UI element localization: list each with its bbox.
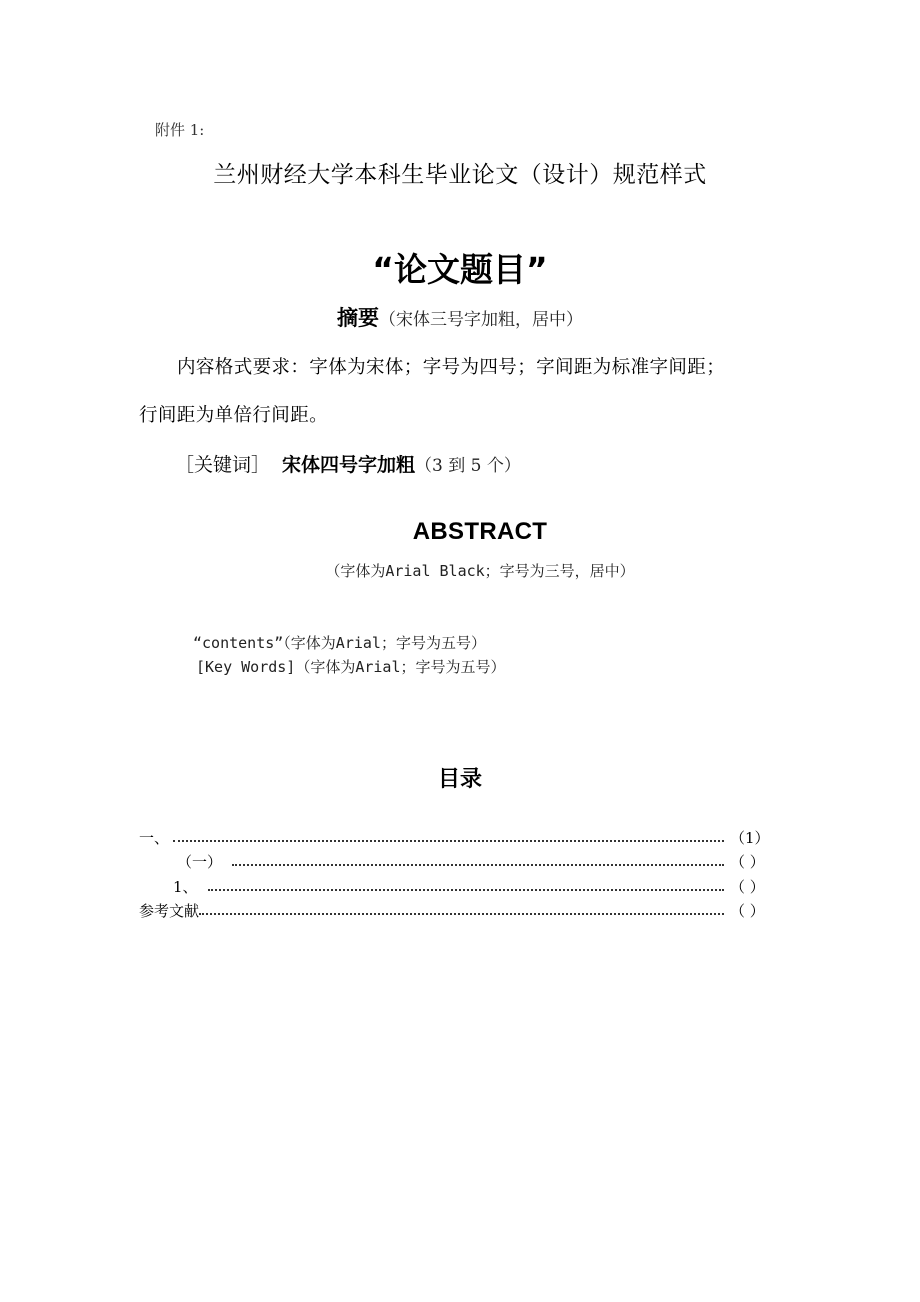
toc-entry-label: 一、 bbox=[139, 828, 170, 847]
document-title: 兰州财经大学本科生毕业论文（设计）规范样式 bbox=[213, 162, 707, 188]
keywords-line bbox=[175, 450, 521, 477]
keywords-label: ［关键词］ bbox=[175, 454, 271, 476]
english-abstract-heading: ABSTRACT bbox=[412, 518, 548, 545]
toc-entry bbox=[139, 823, 770, 848]
toc-entry-page: （ ） bbox=[730, 853, 765, 871]
keywords-bold-text: 宋体四号字加粗 bbox=[282, 454, 416, 476]
toc-leader-dots bbox=[208, 889, 724, 891]
toc-entry bbox=[139, 848, 765, 873]
attachment-label: 附件 1: bbox=[155, 121, 205, 139]
toc-entry bbox=[139, 897, 765, 922]
abstract-body-line-2: 行间距为单倍行间距。 bbox=[139, 405, 329, 426]
toc-entry-page: （ ） bbox=[730, 902, 765, 920]
toc-leader-dots bbox=[232, 864, 724, 866]
toc-heading: 目录 bbox=[437, 767, 482, 792]
toc-leader-dots bbox=[199, 913, 724, 915]
abstract-heading-label: 摘要 bbox=[337, 306, 379, 330]
toc-entry-label: （一） bbox=[177, 853, 223, 871]
toc-entry-page: （ ） bbox=[730, 877, 765, 896]
toc-entry-label: 参考文献 bbox=[139, 902, 200, 920]
toc-leader-dots bbox=[173, 840, 724, 842]
toc-entry bbox=[139, 872, 765, 897]
contents-format-note: “contents”（字体为Arial；字号为五号） bbox=[193, 634, 486, 652]
keywords-note: （3 到 5 个） bbox=[415, 456, 521, 476]
english-abstract-note: （字体为Arial Black；字号为三号，居中） bbox=[325, 562, 635, 580]
table-of-contents bbox=[139, 823, 770, 921]
toc-entry-label: 1、 bbox=[173, 877, 198, 896]
abstract-heading-note: （宋体三号字加粗，居中） bbox=[379, 310, 583, 330]
toc-entry-page: （1） bbox=[730, 828, 770, 847]
abstract-heading bbox=[0, 302, 920, 332]
keywords-format-note: [Key Words]（字体为Arial；字号为五号） bbox=[196, 658, 506, 676]
thesis-title: “论文题目” bbox=[372, 250, 548, 289]
abstract-body-line-1: 内容格式要求：字体为宋体；字号为四号；字间距为标准字间距； bbox=[177, 357, 726, 378]
